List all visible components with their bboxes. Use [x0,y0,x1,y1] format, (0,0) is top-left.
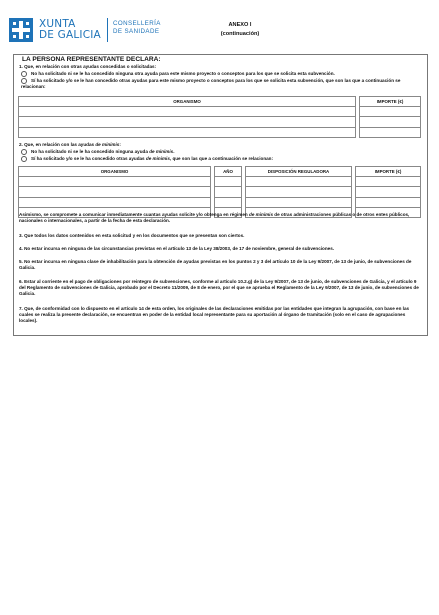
q1-radio-no[interactable] [21,71,27,77]
table-row[interactable] [19,177,421,187]
table-row[interactable] [19,107,421,117]
q1-option-yes[interactable]: Sí ha solicitado y/o se le han concedido otras ayudas para este mismo proyecto o conceptos para los que se solicita esta subvención, que son las que a continuación se relacionan: [21,78,401,90]
table-row[interactable] [19,127,421,137]
q2-col-disposicion: DISPOSICIÓN REGULADORA [246,167,352,177]
declaration-item-7: 7. Que, de conformidad con lo dispuesto en el artículo 14 de esta orden, los originales de las declaraciones emitidas por las entidades que integran la agrupación, con base en las cuales se realiza la presente declaración, se encuentran en poder de la entidad local representante para su aportación al órgano de tramitación (solo en el caso de agrupaciones locales). [19,306,410,324]
q2-col-organismo: ORGANISMO [19,167,211,177]
brand-divider [107,18,108,42]
q1-radio-yes[interactable] [21,78,27,84]
q1-col-importe: IMPORTE (€) [360,97,421,107]
section-title: LA PERSONA REPRESENTANTE DECLARA: [22,56,161,63]
q2-radio-yes[interactable] [21,156,27,162]
declaration-item-6: 6. Estar al corriente en el pago de obligaciones por reintegro de subvenciones, conforme al artículo 10.2.g) de la Ley 9/2007, de 13 de junio, de subvenciones de Galicia, y el artículo 9 del Reglamento de subvenciones de Galicia, aprobado por el Decreto 11/2009, de 8 de enero, por el que se aprueba el Reglamento de la Ley 9/2007, de 13 de junio, de subvenciones de Galicia. [19,279,419,297]
q1-option-no[interactable]: No ha solicitado ni se le ha concedido ninguna otra ayuda para este mismo proyecto o conceptos para los que se solicita esta subvención. [21,71,421,77]
table-row[interactable] [19,117,421,127]
q1-heading: 1. Que, en relación con otras ayudas concedidas o solicitadas: [19,64,157,69]
xunta-cross-icon [9,18,33,42]
q2-minimis-table [18,166,421,218]
department-name: CONSELLERÍA DE SANIDADE [113,20,161,35]
q2-radio-no[interactable] [21,149,27,155]
declaration-item-4: 4. No estar incursa en ninguna de las circunstancias previstas en el artículo 13 de la Ley 38/2003, de 17 de noviembre, general de subvenciones. [19,246,335,251]
annex-heading: ANEXO I (continuación) [220,22,260,37]
q1-col-organismo: ORGANISMO [19,97,356,107]
table-row[interactable] [19,197,421,207]
q2-option-no[interactable]: No ha solicitado ni se le ha concedido ninguna ayuda de minimis. [21,149,174,155]
declaration-item-5: 5. No estar incursa en ninguna clase de inhabilitación para la obtención de ayudas previstas en los puntos 2 y 3 del artículo 10 de la Ley 9/2007, de 13 de junio, de subvenciones de Galicia. [19,259,412,271]
q2-col-ano: AÑO [215,167,242,177]
q1-aid-table [18,96,421,138]
xunta-logo [9,18,169,48]
declaration-item-3: 3. Que todos los datos contenidos en esta solicitud y en los documentos que se presentan son ciertos. [19,233,245,238]
commitment-paragraph: Asimismo, se compromete a comunicar inmediatamente cuantas ayudas solicite y/o obtenga en régimen de minimis de otras administraciones públicas o de otros entes públicos, nacionales o internacionales, a partir de la fecha de esta declaración. [19,212,410,224]
brand-name: XUNTA DE GALICIA [39,18,101,41]
q2-option-yes[interactable]: Sí ha solicitado y/o se le ha concedido otras ayudas de minimis, que son las que a continuación se relacionan: [21,156,273,162]
q2-col-importe: IMPORTE (€) [356,167,421,177]
q2-heading: 2. Que, en relación con las ayudas de minimis: [19,142,121,147]
table-row[interactable] [19,187,421,197]
